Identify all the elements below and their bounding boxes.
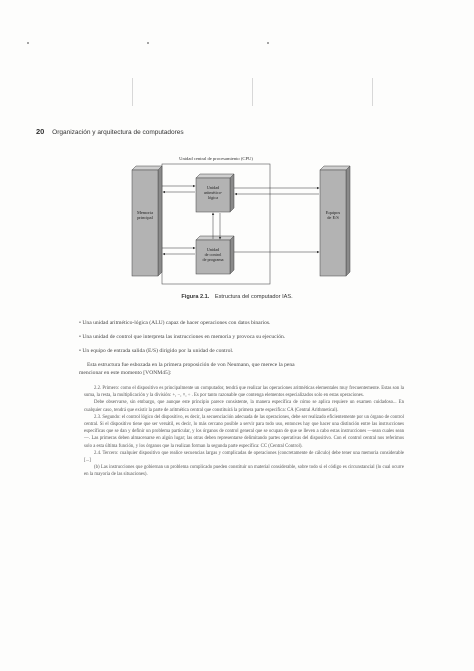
bullet-io: • Un equipo de entrada salida (E/S) dirigido por la unidad de control. bbox=[79, 348, 234, 354]
alu-label-line3: lógica bbox=[207, 195, 219, 200]
io-equipment-block bbox=[320, 166, 350, 276]
scan-dot bbox=[267, 42, 269, 44]
quote-paragraph-2-3: 2.3. Segundo: el control lógico del dispositivo, es decir, la secuenciación adecuada de las operaciones, debe ser realizado eficientemente por un órgano de control central. Si el dispositivo tiene que ser versátil, es decir, lo más cercano posible a servir para todo uso, entonces hay que hacer una distinción entre las instrucciones específicas que se dan y definir un problema particular, y los órganos de control general que se ocupan de que se lleven a cabo estas instrucciones —sean cuales sean—. Las primeras deben almacenarse en algún lugar; las otras deben representarse delimitando partes operativas del dispositivo. Con el control central nos referimos solo a esta última función, y los órganos que la realizan forman la segunda parte específica: CC (Central Control). bbox=[84, 414, 404, 449]
ias-structure-diagram bbox=[122, 152, 354, 290]
quote-paragraph-2-4: 2.4. Tercero: cualquier dispositivo que realice secuencias largas y complicadas de operaciones (concretamente de cálculo) debe tener una memoria considerable [...] bbox=[84, 450, 404, 464]
scan-dot bbox=[27, 42, 29, 44]
alu-block bbox=[196, 174, 234, 212]
cu-label-line2: de control bbox=[204, 252, 222, 257]
von-neumann-quote bbox=[84, 385, 404, 479]
figure-caption bbox=[0, 294, 474, 300]
running-header bbox=[36, 127, 446, 136]
control-unit-block bbox=[196, 236, 234, 274]
scan-line bbox=[372, 78, 373, 106]
io-label-line1: Equipos bbox=[325, 210, 341, 215]
scan-line bbox=[252, 78, 253, 106]
cu-label-line3: de programa bbox=[202, 257, 224, 262]
figure-label: Figura 2.1. bbox=[181, 294, 210, 300]
quote-paragraph-observation: Debe observarse, sin embargo, que aunque este principio parece consistente, la manera específica de cómo se aplica requiere un examen cuidadoso... En cualquier caso, tendrá que existir la parte de aritmética central que constituirá la primera parte específica: CA (Central Arithmetical). bbox=[84, 400, 404, 413]
intro-line1: Esta estructura fue esbozada en la primera proposición de von Neumann, que merece la pena bbox=[87, 362, 295, 368]
main-memory-block bbox=[132, 166, 162, 276]
running-title: Organización y arquitectura de computadores bbox=[52, 129, 184, 136]
figure-caption-text: Estructura del computador IAS. bbox=[214, 294, 293, 300]
scan-dot bbox=[147, 42, 149, 44]
bullet-alu: • Una unidad aritmético-lógica (ALU) capaz de hacer operaciones con datos binarios. bbox=[79, 320, 271, 326]
quote-paragraph-2-2: 2.2. Primero: como el dispositivo es principalmente un computador, tendrá que realizar las operaciones aritméticas elementales muy frecuentemente. Estas son la suma, la resta, la multiplicación y la división: +, −, ×, ÷ . Es por tanto razonable que contenga elementos especializados solo en estas operaciones. bbox=[84, 386, 404, 399]
alu-label-line2: aritmético- bbox=[203, 190, 223, 195]
io-label-line2: de E/S bbox=[327, 215, 339, 220]
intro-line2: mencionar en este momento [VONM45]: bbox=[79, 369, 172, 376]
data-flow-arrows bbox=[162, 186, 319, 254]
bullet-control-unit: • Una unidad de control que interpreta las instrucciones en memoria y provoca su ejecución. bbox=[79, 334, 286, 340]
page-number: 20 bbox=[36, 127, 45, 136]
quote-paragraph-b: (b) Las instrucciones que gobiernan un problema complicado pueden constituir un material considerable, sobre todo si el código es circunstancial (lo cual ocurre en la mayoría de las situaciones). bbox=[84, 465, 404, 478]
cpu-label: Unidad central de procesamiento (CPU) bbox=[179, 156, 253, 161]
memory-label-line2: principal bbox=[137, 215, 153, 220]
intro-paragraph bbox=[79, 362, 401, 378]
scan-line bbox=[132, 78, 133, 106]
alu-label-line1: Unidad bbox=[206, 185, 220, 190]
memory-label-line1: Memoria bbox=[136, 210, 154, 215]
cu-label-line1: Unidad bbox=[206, 247, 220, 252]
